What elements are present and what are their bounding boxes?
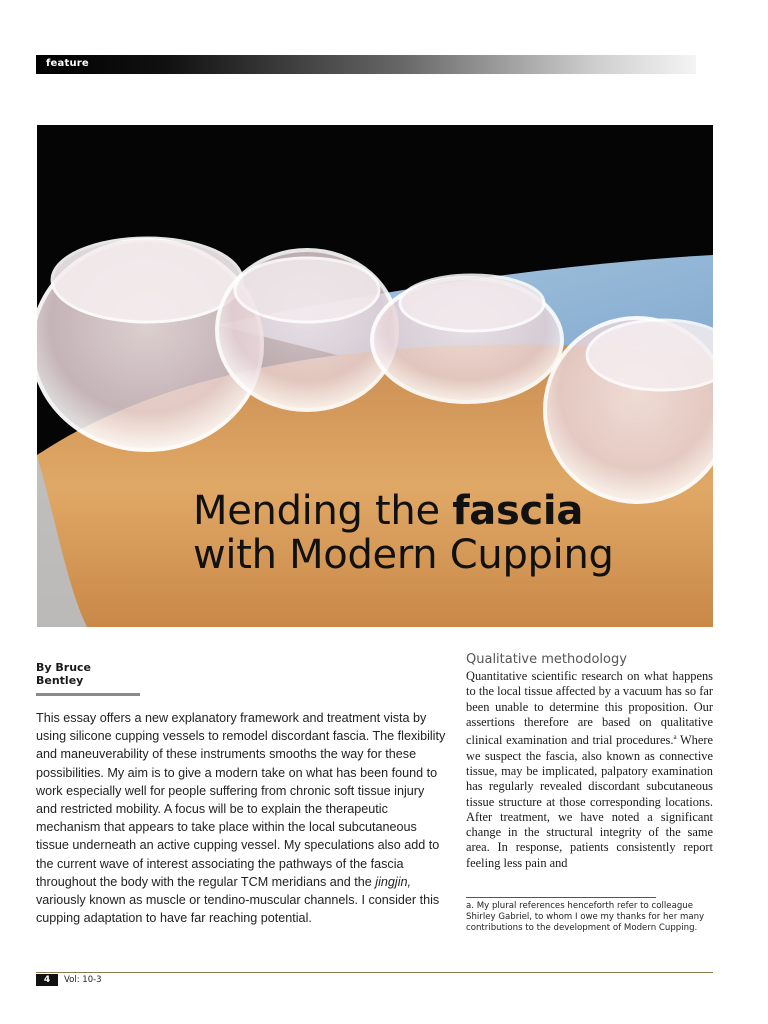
page-number: 4 (36, 974, 58, 986)
intro-paragraph: This essay offers a new explanatory framework and treatment vista by using silicone cupping vessels to remodel discordant fascia. The flexibility and maneuverability of these instruments smooths the way for these possibilities. My aim is to give a modern take on what has been found to work especially well for people suffering from chronic soft tissue injury and restricted mobility. A focus will be to explain the therapeutic mechanism that appears to take place within the local subcutaneous tissue underneath an active cupping vessel. My speculations also add to the current wave of interest associating the pathways of the fascia throughout the body with the regular TCM meridians and the jingjin, variously known as muscle or tendino-muscular channels. I consider this cupping adaptation to have far reaching potential. (36, 711, 446, 926)
hero-photo (37, 125, 713, 627)
title-line1-bold: fascia (452, 488, 584, 534)
footnote: a. My plural references henceforth refer to colleague Shirley Gabriel, to whom I owe my thanks for her many contributions to the development of Modern Cupping. (466, 901, 705, 933)
section-body: Quantitative scientific research on what happens to the local tissue affected by a vacuum has so far been unable to determine this proposition. Our assertions therefore are based on qualitative clinical examination and trial procedures.$^a$ Where we suspect the fascia, also known as connective tissue, may be implicated, palpatory examination has regularly revealed discordant subcutaneous tissue structure at those corresponding locations. After treatment, we have noted a significant change in the structural integrity of the same area. In response, patients consistently report feeling less pain and (466, 669, 714, 870)
title-line1-regular: Mending the (193, 488, 453, 534)
title-line2: with Modern Cupping (193, 532, 614, 578)
article-title (193, 489, 614, 577)
volume-label: Vol: 10-3 (64, 975, 102, 985)
section-banner (36, 55, 696, 74)
footer-divider (36, 972, 713, 973)
byline: By Bruce Bentley (36, 661, 140, 696)
section-heading: Qualitative methodology (466, 652, 627, 667)
section-label: feature (46, 58, 89, 69)
footnote-divider (466, 897, 656, 898)
